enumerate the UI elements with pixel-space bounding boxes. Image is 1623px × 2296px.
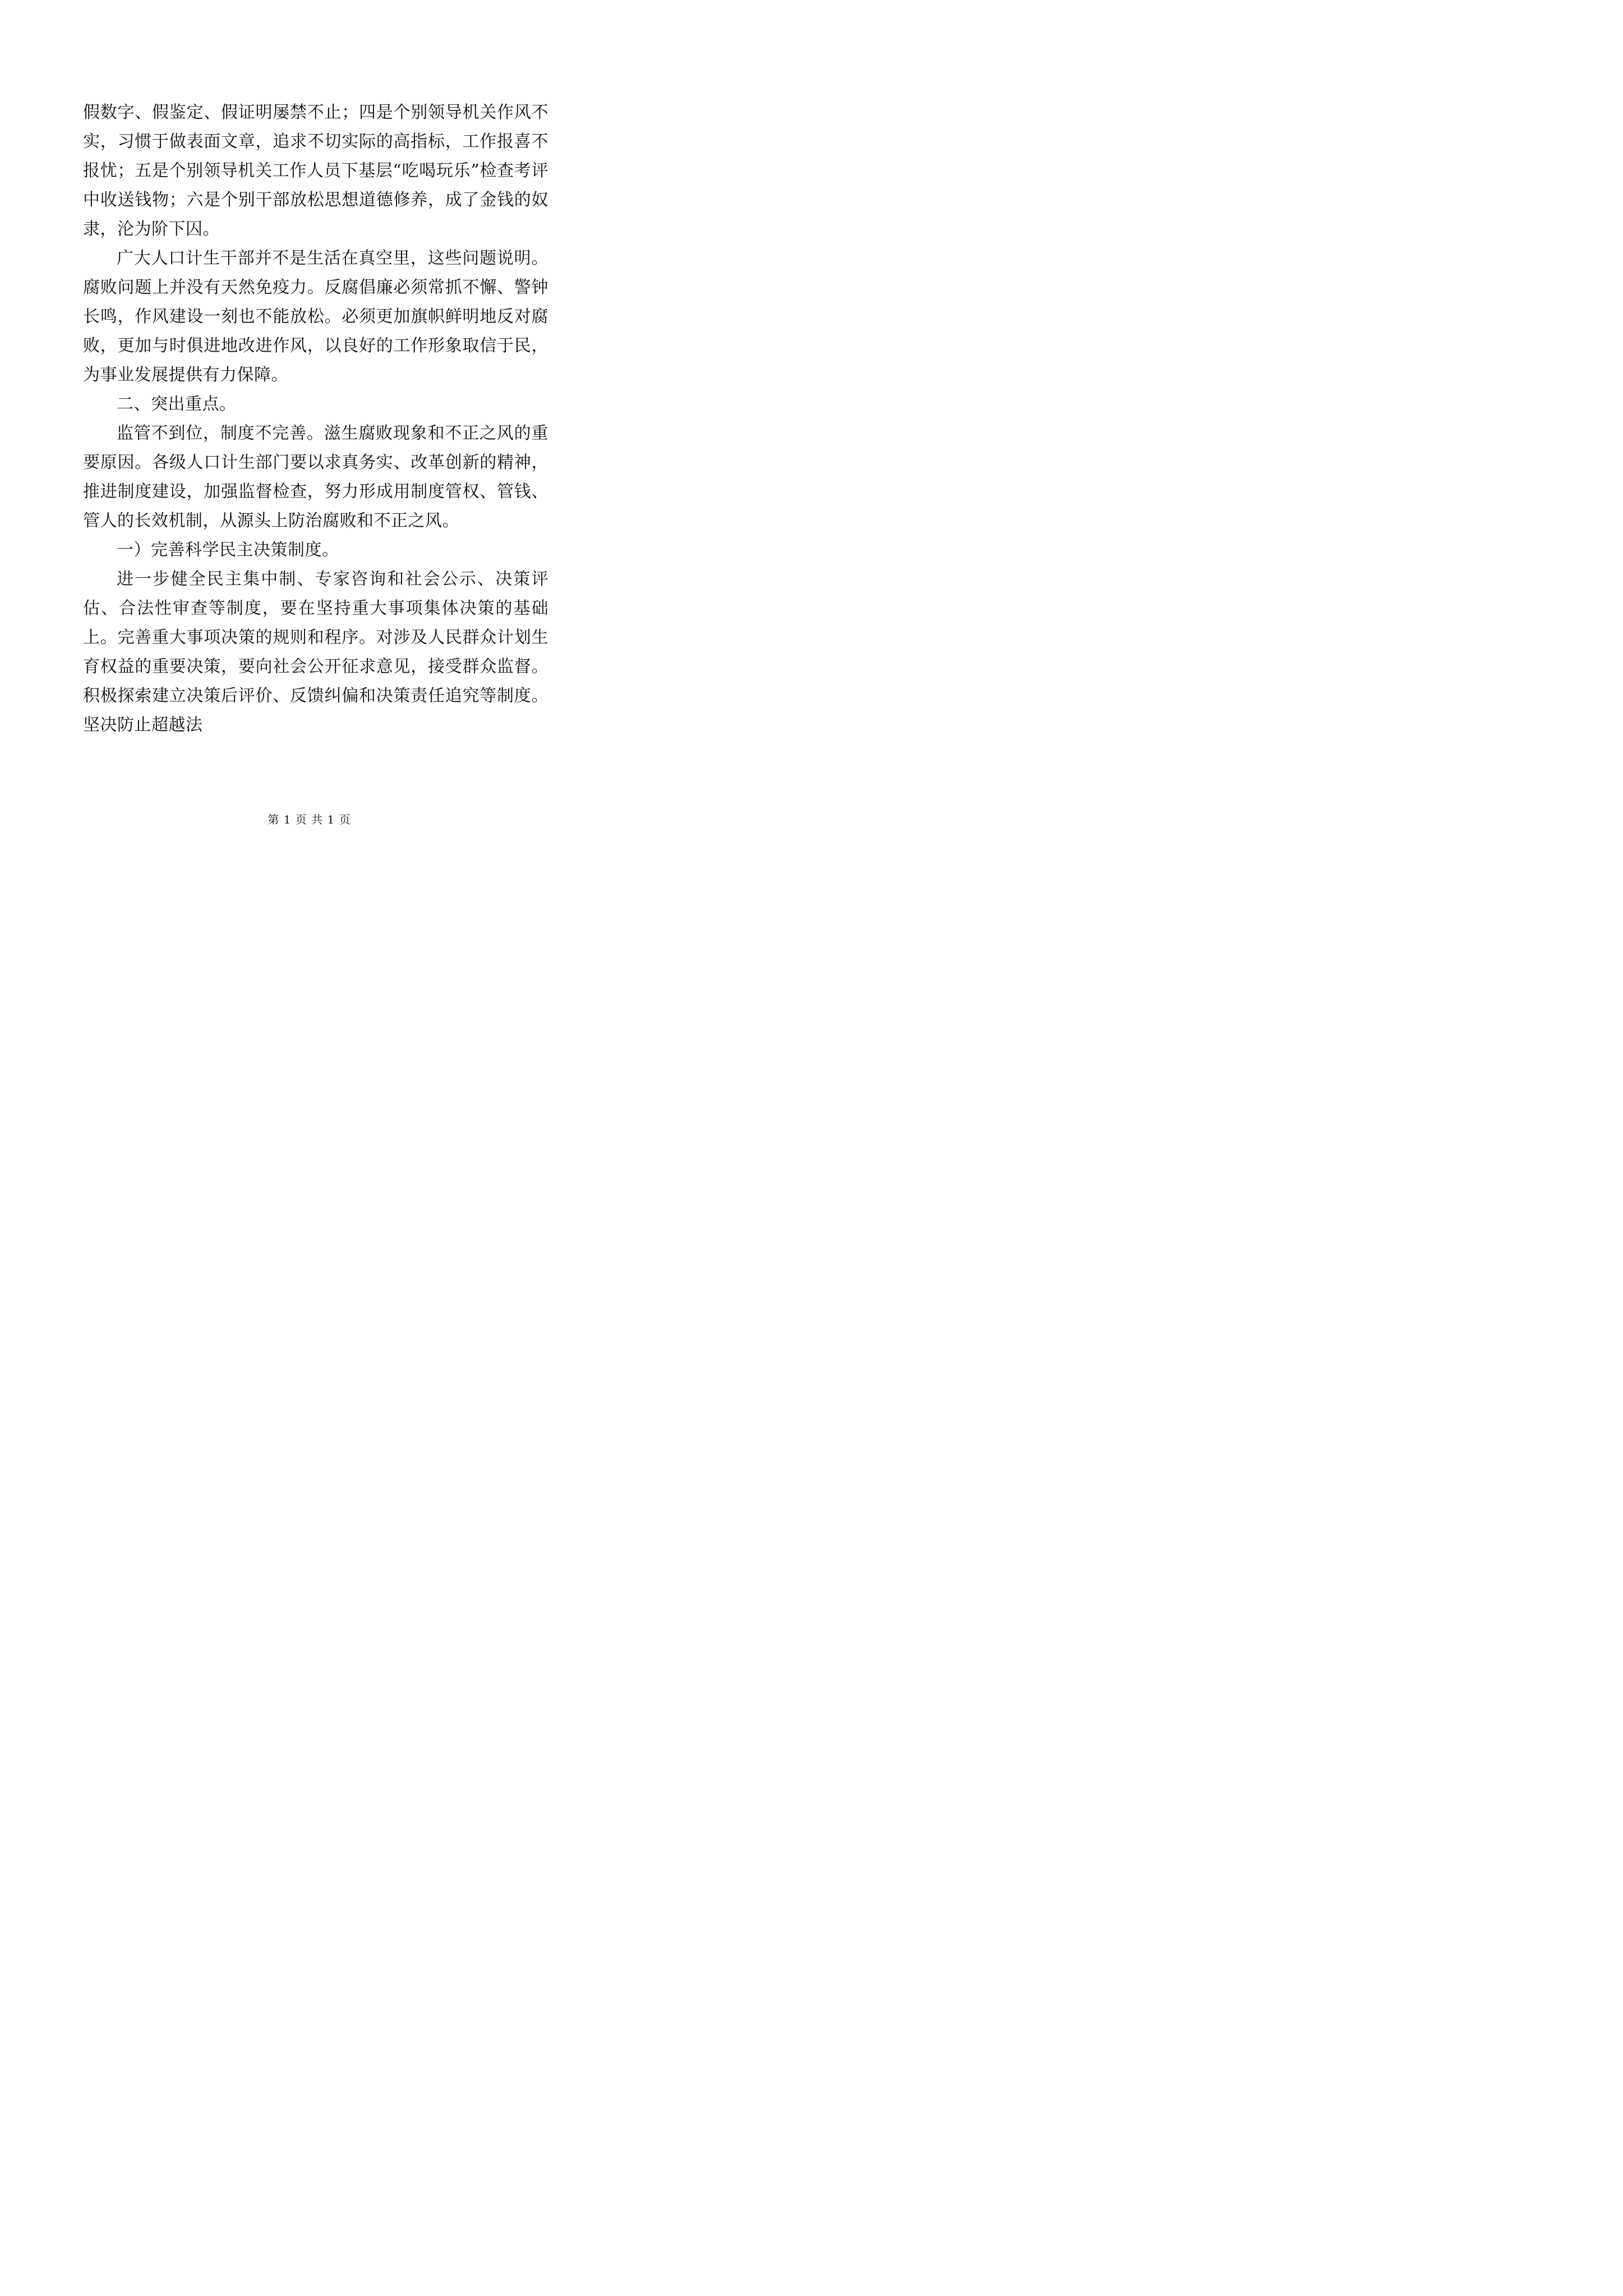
document-body [83, 98, 548, 740]
page-footer: 第 1 页 共 1 页 [268, 813, 351, 826]
paragraph-continuation: 假数字、假鉴定、假证明屡禁不止；四是个别领导机关作风不实，习惯于做表面文章，追求不切实际的高指标，工作报喜不报忧；五是个别领导机关工作人员下基层“吃喝玩乐”检查考评中收送钱物；六是个别干部放松思想道德修养，成了金钱的奴隶，沦为阶下囚。 [83, 103, 548, 239]
paragraph-supervision: 监管不到位，制度不完善。滋生腐败现象和不正之风的重要原因。各级人口计生部门要以求真务实、改革创新的精神，推进制度建设，加强监督检查，努力形成用制度管权、管钱、管人的长效机制，从源头上防治腐败和不正之风。 [83, 424, 548, 531]
document-page [0, 0, 619, 875]
paragraph-anticorruption: 广大人口计生干部并不是生活在真空里，这些问题说明。腐败问题上并没有天然免疫力。反腐倡廉必须常抓不懈、警钟长鸣，作风建设一刻也不能放松。必须更加旗帜鲜明地反对腐败，更加与时俱进地改进作风，以良好的工作形象取信于民，为事业发展提供有力保障。 [83, 249, 548, 385]
subsection-heading-1: 一）完善科学民主决策制度。 [117, 540, 339, 560]
section-heading-2: 二、突出重点。 [117, 394, 237, 414]
paragraph-decision-system: 进一步健全民主集中制、专家咨询和社会公示、决策评估、合法性审查等制度，要在坚持重大事项集体决策的基础上。完善重大事项决策的规则和程序。对涉及人民群众计划生育权益的重要决策，要向社会公开征求意见，接受群众监督。积极探索建立决策后评价、反馈纠偏和决策责任追究等制度。坚决防止超越法 [83, 569, 548, 735]
